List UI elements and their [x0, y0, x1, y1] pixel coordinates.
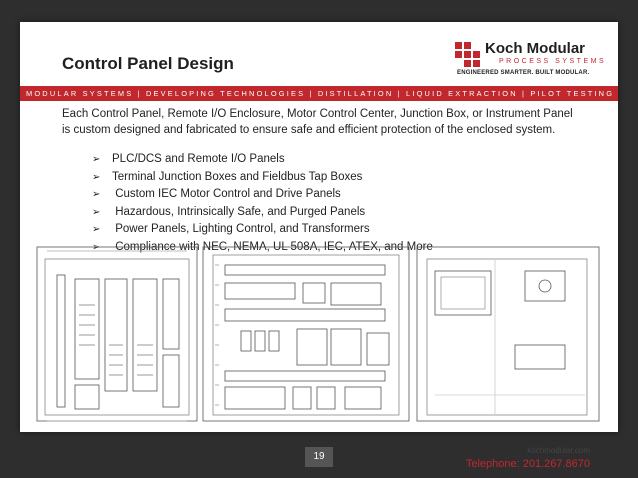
list-item: ➢ Custom IEC Motor Control and Drive Panels: [92, 186, 433, 204]
list-item: ➢ Terminal Junction Boxes and Fieldbus Tap Boxes: [92, 169, 433, 187]
arrow-bullet-icon: ➢: [92, 206, 101, 218]
motor-control-panel-drawing: [203, 247, 409, 421]
logo-tagline: ENGINEERED SMARTER. BUILT MODULAR.: [457, 70, 590, 76]
logo-brand: Koch Modular: [485, 40, 585, 57]
intro-paragraph: Each Control Panel, Remote I/O Enclosure, Motor Control Center, Junction Box, or Instrument Panel is custom designed and fabricated to ensure safe and efficient protection of the enclosed system.: [62, 108, 573, 136]
phone-number: Telephone: 201.267.8670: [465, 458, 590, 470]
arrow-bullet-icon: ➢: [92, 224, 101, 235]
feature-list: [92, 151, 433, 256]
logo-mark-icon: [455, 42, 481, 68]
slide-title: Control Panel Design: [62, 54, 234, 73]
arrow-bullet-icon: ➢: [92, 189, 101, 200]
services-band: MODULAR SYSTEMS | DEVELOPING TECHNOLOGIES | DISTILLATION | LIQUID EXTRACTION | PILOT TESTING: [20, 86, 618, 101]
list-item: ➢ Hazardous, Intrinsically Safe, and Purged Panels: [92, 204, 433, 222]
arrow-bullet-icon: ➢: [92, 241, 101, 253]
panel-drawings: [35, 245, 601, 425]
logo-subtitle: PROCESS SYSTEMS: [499, 58, 607, 65]
arrow-bullet-icon: ➢: [92, 154, 101, 165]
operator-panel-drawing: [417, 247, 599, 421]
list-item: ➢ PLC/DCS and Remote I/O Panels: [92, 151, 433, 169]
list-item: ➢ Compliance with NEC, NEMA, UL 508A, IEC, ATEX, and More: [92, 239, 433, 257]
company-logo: [455, 40, 605, 80]
arrow-bullet-icon: ➢: [92, 171, 101, 183]
page-number: 19: [305, 447, 333, 467]
remote-io-panel-drawing: [37, 247, 197, 421]
list-item: ➢ Power Panels, Lighting Control, and Transformers: [92, 221, 433, 239]
website-url[interactable]: kochmodular.com: [527, 446, 590, 455]
